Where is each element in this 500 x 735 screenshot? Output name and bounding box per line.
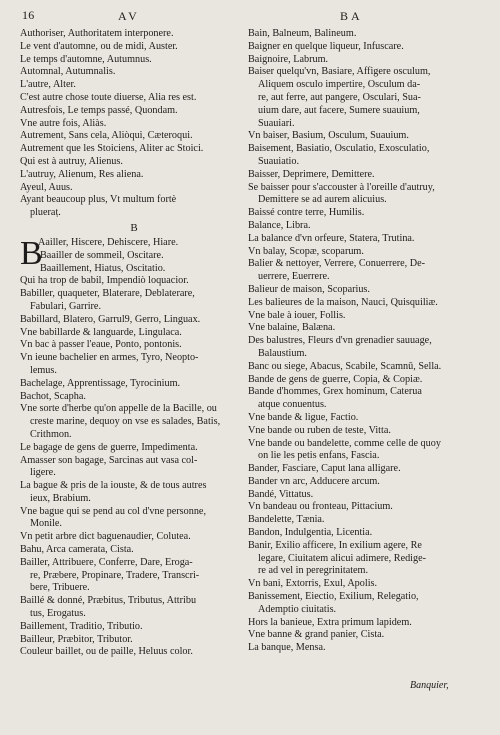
section-letter: B bbox=[130, 221, 138, 234]
right-column bbox=[248, 28, 484, 655]
entry-line: Banissement, Eiectio, Exilium, Relegatio, bbox=[248, 591, 419, 603]
entry-line: Autresfois, Le temps passé, Quondam. bbox=[20, 104, 178, 116]
entry-line: ieux, Brabium. bbox=[30, 492, 91, 504]
left-column bbox=[20, 28, 248, 659]
entry-line: Banir, Exilio afficere, In exilium agere, Re bbox=[248, 539, 422, 551]
entry-line: Balieur de maison, Scoparius. bbox=[248, 283, 370, 295]
entries-b bbox=[20, 275, 248, 659]
entry-line: Des balustres, Fleurs d'vn grenadier sauuage, bbox=[248, 335, 432, 347]
entry-line: Vn bac à passer l'eaue, Ponto, pontonis. bbox=[20, 339, 182, 351]
entry-line: Le vent d'automne, ou de midi, Auster. bbox=[20, 40, 178, 52]
entry-line: re ad vel in peregrinitatem. bbox=[258, 565, 369, 577]
entry-line: C'est autre chose toute diuerse, Alia res est. bbox=[20, 91, 197, 103]
entry-line: Monile. bbox=[30, 518, 62, 530]
entry-line: tus, Erogatus. bbox=[30, 608, 86, 620]
entry-line: Les balieures de la maison, Nauci, Quisquiliæ. bbox=[248, 296, 438, 308]
entry-line: Vne bande ou ruben de teste, Vitta. bbox=[248, 424, 391, 436]
entry-line: Le bagage de gens de guerre, Impedimenta. bbox=[20, 441, 198, 453]
entry-line: Bandon, Indulgentia, Licentia. bbox=[248, 527, 373, 539]
entry-line: Vn balay, Scopæ, scoparum. bbox=[248, 245, 364, 257]
entry-line: ligere. bbox=[30, 467, 56, 479]
entry-line: Ayeul, Auus. bbox=[20, 181, 73, 193]
entry-line: Aliquem osculo impertire, Osculum da- bbox=[258, 79, 421, 91]
entry-line: Bander, Fasciare, Caput lana alligare. bbox=[248, 463, 401, 475]
entry-line: Bahu, Arca camerata, Cista. bbox=[20, 544, 134, 556]
entry-line: Vne balaine, Balæna. bbox=[248, 322, 336, 334]
entry-line: Vn petit arbre dict baguenaudier, Colutea. bbox=[20, 531, 191, 543]
entry-line: Banc ou siege, Abacus, Scabile, Scamnū, Sella. bbox=[248, 360, 442, 372]
entry-line: Qui ha trop de babil, Impendiò loquacior. bbox=[20, 275, 189, 287]
entry-line: Balaustium. bbox=[258, 347, 307, 359]
entry-line: Baisser, Deprimere, Demittere. bbox=[248, 168, 375, 180]
entry-line: Le temps d'automne, Autumnus. bbox=[20, 53, 152, 65]
entry-line: Vne banne & grand panier, Cista. bbox=[248, 629, 385, 641]
entry-line: Ayant beaucoup plus, Vt multum fortè bbox=[20, 194, 177, 206]
entry-line: Babiller, quaqueter, Blaterare, Deblaterare, bbox=[20, 288, 195, 300]
entry-line: Babillard, Blatero, Garrul9, Gerro, Linguax. bbox=[20, 313, 201, 325]
entry-line: Balier & nettoyer, Verrere, Conuerrere, De- bbox=[248, 258, 426, 270]
entry-line: Se baisser pour s'accouster à l'oreille d'autruy, bbox=[248, 181, 435, 193]
entry-line: La bague & pris de la iouste, & de tous autres bbox=[20, 480, 207, 492]
entries-a bbox=[20, 28, 248, 220]
entry-line: Vn bani, Extorris, Exul, Apolis. bbox=[248, 578, 378, 590]
catchword: Banquier, bbox=[410, 680, 449, 691]
entry-line: Demittere se ad aurem alicuius. bbox=[258, 194, 387, 206]
entry-line: re, Præbere, Propinare, Tradere, Transcri- bbox=[30, 569, 200, 581]
entry-line: Qui est à autruy, Alienus. bbox=[20, 155, 123, 167]
entry-line: Bain, Balneum, Balineum. bbox=[248, 28, 357, 39]
entry-line: Aailler, Hiscere, Dehiscere, Hiare. bbox=[38, 236, 179, 248]
entry-line: Baisement, Basiatio, Osculatio, Exosculatio, bbox=[248, 143, 430, 155]
entry-line: L'autruy, Alienum, Res aliena. bbox=[20, 168, 144, 180]
entry-line: L'autre, Alter. bbox=[20, 79, 76, 91]
entry-line: Baailler de sommeil, Oscitare. bbox=[40, 249, 164, 261]
entry-line: uerrere, Euerrere. bbox=[258, 271, 330, 283]
entry-line: Baillement, Traditio, Tributio. bbox=[20, 620, 143, 632]
entry-line: La balance d'vn orfeure, Statera, Trutina. bbox=[248, 232, 415, 244]
entry-line: Baigner en quelque liqueur, Infuscare. bbox=[248, 40, 404, 52]
entry-line: on lie les petis enfans, Fascia. bbox=[258, 450, 380, 462]
entry-line: Automnal, Autumnalis. bbox=[20, 66, 116, 78]
entry-line: Balance, Libra. bbox=[248, 219, 311, 231]
entry-line: Bandé, Vittatus. bbox=[248, 488, 314, 500]
entry-line: Suauiatio. bbox=[258, 155, 300, 167]
entry-line: Vne bale à iouer, Follis. bbox=[248, 309, 346, 321]
running-head-right: BA bbox=[340, 9, 363, 23]
entry-line: lemus. bbox=[30, 364, 57, 376]
entry-line: Baissé contre terre, Humilis. bbox=[248, 207, 365, 219]
entry-line: re, aut ferre, aut pangere, Osculari, Sua- bbox=[258, 91, 421, 103]
entry-line: Bande de gens de guerre, Copia, & Copiæ. bbox=[248, 373, 423, 385]
drop-cap: B bbox=[20, 234, 43, 272]
entry-line: Suauiari. bbox=[258, 117, 295, 129]
entry-line: Couleur baillet, ou de paille, Heluus color. bbox=[20, 646, 193, 658]
entry-line: uium dare, aut facere, Sumere suauium, bbox=[258, 104, 420, 116]
entry-line: Baiser quelqu'vn, Basiare, Affigere osculum, bbox=[248, 66, 431, 78]
entry-line: Vne bande & ligue, Factio. bbox=[248, 411, 359, 423]
entry-line: Autrement, Sans cela, Aliòqui, Cæteroqui. bbox=[20, 130, 193, 142]
entries-b-dropcap-block bbox=[20, 234, 248, 275]
entry-line: Vne bague qui se pend au col d'vne personne, bbox=[20, 505, 207, 517]
entries-ba bbox=[248, 28, 484, 655]
entry-line: La banque, Mensa. bbox=[248, 642, 326, 654]
entry-line: Bandelette, Tænia. bbox=[248, 514, 325, 526]
entry-line: Vne autre fois, Aliàs. bbox=[20, 117, 107, 129]
entry-line: Baaillement, Hiatus, Oscitatio. bbox=[40, 262, 166, 274]
entry-line: Baillé & donné, Præbitus, Tributus, Attribu bbox=[20, 595, 197, 607]
running-head-left: AV bbox=[118, 9, 140, 23]
entry-line: Vne sorte d'herbe qu'on appelle de la Bacille, ou bbox=[20, 403, 217, 415]
entry-line: Bander vn arc, Adducere arcum. bbox=[248, 475, 380, 487]
entry-line: bere, Tribuere. bbox=[30, 582, 90, 594]
entry-line: legare, Ciuitatem alicui adimere, Redige- bbox=[258, 552, 427, 564]
entry-line: plueraṭ. bbox=[30, 207, 61, 219]
entry-line: Autrement que les Stoiciens, Aliter ac Stoici. bbox=[20, 143, 204, 155]
entry-line: Bachelage, Apprentissage, Tyrocinium. bbox=[20, 377, 181, 389]
entry-line: Bailler, Attribuere, Conferre, Dare, Eroga- bbox=[20, 556, 193, 568]
entry-line: Baignoire, Labrum. bbox=[248, 53, 329, 65]
page-number: 16 bbox=[22, 8, 35, 22]
entry-line: Vn ieune bachelier en armes, Tyro, Neopto- bbox=[20, 352, 199, 364]
entry-line: Hors la banieue, Extra primum lapidem. bbox=[248, 616, 412, 628]
entry-line: Bailleur, Præbitor, Tributor. bbox=[20, 633, 133, 645]
entry-line: Amasser son bagage, Sarcinas aut vasa col- bbox=[20, 454, 198, 466]
entry-line: creste marine, dequoy on vse es salades, Batis, bbox=[30, 416, 221, 428]
entry-line: Ademptio ciuitatis. bbox=[258, 603, 337, 615]
entry-line: Vn bandeau ou fronteau, Pittacium. bbox=[248, 501, 393, 513]
entry-line: Vne babillarde & languarde, Lingulaca. bbox=[20, 326, 182, 338]
entry-line: atque conuentus. bbox=[258, 399, 327, 411]
entry-line: Fabulari, Garrire. bbox=[30, 300, 101, 312]
entry-line: Vn baiser, Basium, Osculum, Suauium. bbox=[248, 130, 409, 142]
entry-line: Crithmon. bbox=[30, 428, 72, 440]
entry-line: Authoriser, Authoritatem interponere. bbox=[20, 28, 174, 39]
entry-line: Vne bande ou bandelette, comme celle de quoy bbox=[248, 437, 441, 449]
entry-line: Bande d'hommes, Grex hominum, Caterua bbox=[248, 386, 422, 398]
entry-line: Bachot, Scapha. bbox=[20, 390, 86, 402]
